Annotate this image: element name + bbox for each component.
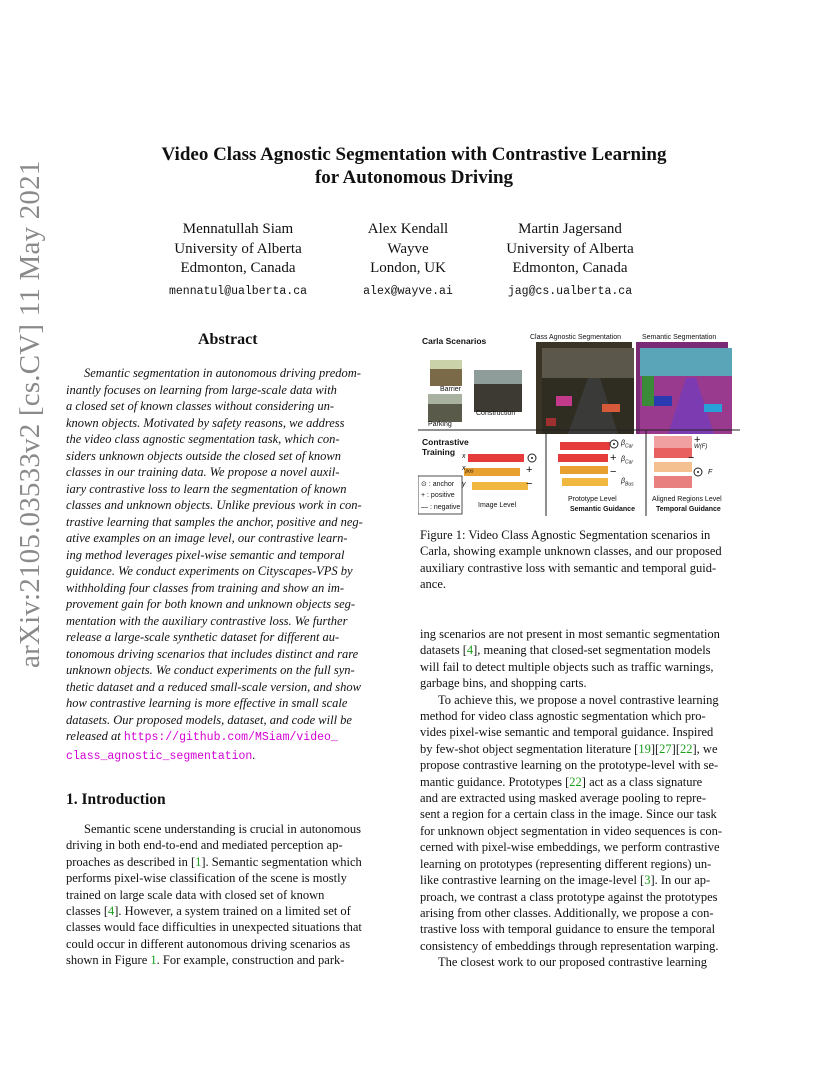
- paragraph: To achieve this, we propose a novel contrastive learning method for video class agnostic segmentation which pro- vides pixel-wise semantic and temporal guidance. Inspired by few-shot object segmentation literature [19][27][22], we propose contrastive learning on the prototype-level with se- mantic guidance. Prototypes [22] act as a class signature and are extracted using masked average pooling to repre- sent a region for a certain class in the image. Since our task for unknown object segmentation in video sequences is con- cerned with pixel-wise embeddings, we perform contrastive learning on prototypes (representing different regions) un- like contrastive learning on the image-level [3]. In our ap- proach, we contrast a class prototype against the prototypes arising from other classes. Additionally, we propose a con- trastive loss with temporal guidance to ensure the temporal consistency of embeddings through representation warping.: [420, 692, 723, 953]
- figure-label-image-level: Image Level: [478, 502, 517, 509]
- legend-anchor: ⊙ : anchor: [421, 481, 455, 488]
- abstract-body: Semantic segmentation in autonomous driving predom- inantly focuses on learning from large-scale data with a closed set of known classes without considering un- known objects. Motivated by safety reasons, we address the video class agnostic segmentation task, which con- siders unknown objects outside the closed set of known classes in our training data. We propose a novel auxil- iary contrastive loss to learn the segmentation of known classes and unknown objects. Unlike previous work in con- trastive learning that samples the anchor, positive and neg- ative examples on an image level, our contrastive learn- ing method leverages pixel-wise semantic and temporal guidance. We conduct experiments on Cityscapes-VPS by withholding four classes from training and show an im- provement gain for both known and unknown objects seg- mentation with the auxiliary contrastive loss. We further release a large-scale synthetic dataset for different au- tonomous driving scenarios that includes distinct and rare unknown objects. We conduct experiments on the full syn- thetic dataset and a reduced small-scale version, and show how contrastive learning is more effective in small scale datasets. Our proposed models, dataset, and code will be released at https://github.com/MSiam/video_ class_agnostic_segmentation.: [66, 365, 388, 765]
- figure-label-xpos: $x_{pos}$: [462, 465, 474, 475]
- code-link[interactable]: https://github.com/MSiam/video_: [123, 731, 338, 744]
- intro-left-column: [66, 821, 388, 969]
- figure-label-contrastive: Contrastive: [422, 437, 469, 447]
- abstract-line: the video class agnostic segmentation task, which con-: [66, 432, 340, 446]
- author-email[interactable]: alex@wayve.ai: [363, 284, 453, 298]
- figure-link[interactable]: 1: [150, 953, 157, 968]
- plus-sign: +: [694, 434, 701, 446]
- author-affiliation: Wayve: [387, 240, 429, 257]
- intro-right-column: [420, 626, 740, 971]
- citation-link[interactable]: 4: [466, 643, 474, 658]
- citation-link[interactable]: 27: [659, 741, 672, 756]
- citation-link[interactable]: 22: [680, 741, 693, 756]
- author-name: Mennatullah Siam: [182, 221, 294, 237]
- figure-label-parking: Parking: [428, 421, 452, 428]
- arxiv-stamp: arXiv:2105.03533v2 [cs.CV] 11 May 2021: [14, 160, 46, 668]
- abstract-line: provement gain for both known and unknown objects seg-: [66, 597, 356, 611]
- abstract-line: thetic dataset and a reduced small-scale version, and show: [66, 679, 361, 694]
- anchor-bar: [468, 454, 524, 462]
- author-affiliation: University of Alberta: [174, 240, 302, 257]
- author-block-3: [490, 220, 650, 301]
- abstract-line: iary contrastive loss to learn the segmentation of known: [66, 481, 347, 496]
- abstract-line: tonomous driving scenarios that includes distinct and rare: [66, 646, 359, 661]
- figure-label-semantic-seg: Semantic Segmentation: [642, 334, 717, 341]
- figure-label-y: y: [462, 481, 466, 488]
- negative-bar: [472, 482, 528, 490]
- author-location: London, UK: [370, 260, 446, 276]
- abstract-line: unknown objects. We conduct experiments on the full syn-: [66, 663, 355, 677]
- code-link-cont[interactable]: class_agnostic_segmentation: [66, 749, 253, 763]
- figure-label-training: Training: [422, 447, 456, 457]
- figure-label-semantic-guidance: Semantic Guidance: [570, 506, 635, 513]
- figure-label-aligned: Aligned Regions Level: [652, 496, 722, 503]
- abstract-line: inantly focuses on learning from large-scale data with: [66, 382, 337, 397]
- abstract-line: classes in our training data. We propose a novel auxil-: [66, 465, 340, 479]
- abstract-line: classes and unknown objects. Unlike previous work in con-: [66, 498, 362, 512]
- figure-1-graphic: [418, 330, 740, 516]
- beta-car-2: $\beta_{Car}$: [621, 456, 634, 466]
- author-name: Alex Kendall: [367, 221, 449, 237]
- abstract-line-url: released at https://github.com/MSiam/video_: [66, 729, 338, 744]
- citation-link[interactable]: 19: [638, 741, 651, 756]
- citation-link[interactable]: 22: [569, 774, 582, 789]
- citation-link[interactable]: 1: [195, 854, 202, 869]
- title-line-2: for Autonomous Driving: [314, 167, 514, 188]
- beta-bus: $\beta_{Bus}$: [621, 478, 634, 488]
- plus-sign: +: [610, 452, 617, 464]
- abstract-line: release a large-scale synthetic dataset for different au-: [66, 630, 340, 644]
- figure-label-construction: Construction: [476, 410, 516, 417]
- citation-link[interactable]: 4: [108, 904, 115, 919]
- abstract-line: ing method leverages pixel-wise semantic and temporal: [66, 547, 345, 562]
- figure-label-carla-scenarios: Carla Scenarios: [422, 336, 487, 346]
- abstract-line: mentation with the auxiliary contrastive loss. We further: [66, 613, 348, 628]
- abstract-line: known objects. Motivated by safety reasons, we address: [66, 415, 345, 430]
- abstract-line: guidance. We conduct experiments on Cityscapes-VPS by: [66, 564, 353, 578]
- abstract-line: siders unknown objects outside the closed set of known: [66, 448, 341, 463]
- paragraph: ing scenarios are not present in most semantic segmentation datasets [4], meaning that closed-set segmentation models will fail to detect multiple objects such as traffic warnings, garbage bins, and shopping carts.: [420, 627, 720, 691]
- beta-car-1: $\beta_{Car}$: [621, 440, 634, 450]
- minus-sign: −: [526, 478, 533, 490]
- author-location: Edmonton, Canada: [180, 260, 296, 276]
- figure-1-caption: Figure 1: Video Class Agnostic Segmentation scenarios in Carla, showing example unknown classes, and our proposed auxiliary contrastive loss with semantic and temporal guid- ance.: [420, 528, 722, 592]
- abstract-line: withholding four classes from training and show an im-: [66, 580, 345, 595]
- author-block-2: [338, 220, 478, 301]
- paragraph: Semantic scene understanding is crucial in autonomous driving in both end-to-end and mediated perception ap- proaches as described in [1]. Semantic segmentation which performs pixel-wise classification of the scene is mostly trained on large scale data with closed set of known classes [4]. However, a system trained on a limited set of classes would face difficulties in unexpected situations that could occur in different autonomous driving scenarios as shown in Figure 1. For example, construction and park-: [66, 822, 362, 968]
- title-line-1: Video Class Agnostic Segmentation with Contrastive Learning: [161, 144, 667, 165]
- figure-label-class-agnostic: Class Agnostic Segmentation: [530, 334, 622, 341]
- abstract-line: Semantic segmentation in autonomous driving predom-: [84, 366, 361, 380]
- author-email[interactable]: mennatul@ualberta.ca: [168, 284, 308, 298]
- figure-label-barrier: Barrier: [440, 386, 462, 393]
- paper-title: [0, 143, 828, 189]
- abstract-line: trastive learning that samples the anchor, positive and neg-: [66, 514, 363, 529]
- legend-negative: — : negative: [421, 504, 461, 511]
- figure-1: [418, 330, 740, 516]
- author-email[interactable]: jag@cs.ualberta.ca: [507, 284, 633, 298]
- paragraph: The closest work to our proposed contrastive learning: [438, 955, 708, 970]
- minus-sign: −: [688, 452, 695, 464]
- author-name: Martin Jagersand: [518, 221, 622, 237]
- figure-label-prototype-level: Prototype Level: [568, 496, 617, 503]
- author-block-1: [158, 220, 318, 301]
- plus-sign: +: [526, 464, 533, 476]
- abstract-line: datasets. Our proposed models, dataset, and code will be: [66, 712, 352, 727]
- author-affiliation: University of Alberta: [506, 240, 634, 257]
- minus-sign: −: [610, 466, 617, 478]
- legend-positive: + : positive: [421, 492, 455, 499]
- figure-label-x: x: [462, 453, 466, 460]
- ft-label: F: [708, 469, 713, 476]
- figure-label-temporal-guidance: Temporal Guidance: [656, 506, 721, 513]
- abstract-line: ative examples on an image level, our contrastive learn-: [66, 531, 348, 545]
- warp-label: W(F): [694, 444, 708, 450]
- abstract-line: a closed set of known classes without considering un-: [66, 399, 335, 413]
- author-location: Edmonton, Canada: [512, 260, 628, 276]
- abstract-heading: Abstract: [198, 331, 258, 348]
- citation-link[interactable]: 3: [644, 873, 651, 888]
- section-heading-introduction: 1. Introduction: [66, 791, 166, 808]
- abstract-line: how contrastive learning is more effective in small scale: [66, 696, 348, 710]
